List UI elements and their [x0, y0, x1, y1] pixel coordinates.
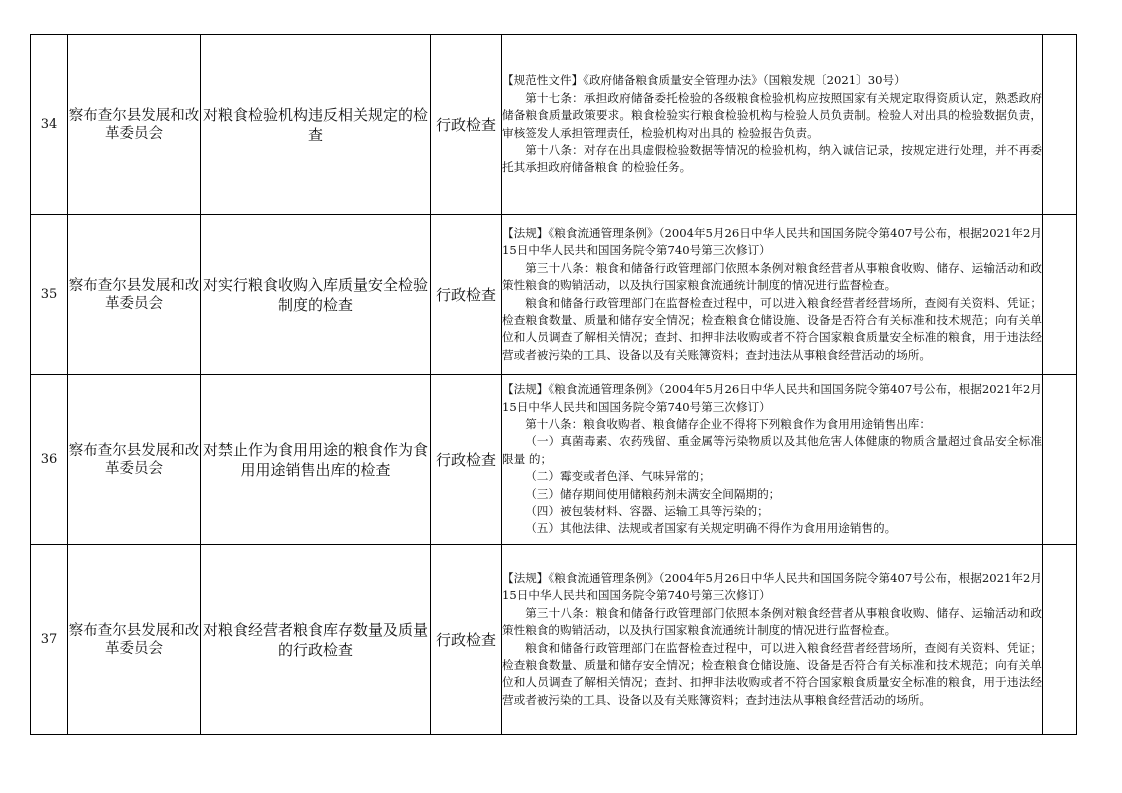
inspection-items-table [30, 34, 1077, 735]
empty-cell [1043, 35, 1077, 215]
legal-basis-cell [502, 35, 1043, 215]
basis-paragraph: 第三十八条：粮食和储备行政管理部门依照本条例对粮食经营者从事粮食收购、储存、运输活动和政策性粮食的购销活动，以及执行国家粮食流通统计制度的情况进行监督检查。 [502, 605, 1042, 638]
legal-basis-cell [502, 215, 1043, 375]
basis-paragraph: 【法规】《粮食流通管理条例》（2004年5月26日中华人民共和国国务院令第407号公布，根据2021年2月15日中华人民共和国国务院令第740号第三次修订） [502, 382, 1042, 414]
basis-paragraph: （三）储存期间使用储粮药剂未满安全间隔期的； [525, 486, 781, 501]
item-name-cell: 对实行粮食收购入库质量安全检验制度的检查 [201, 215, 431, 375]
department-cell: 察布查尔县发展和改革委员会 [68, 215, 201, 375]
department-cell: 察布查尔县发展和改革委员会 [68, 545, 201, 735]
row-number: 36 [31, 375, 68, 545]
category-cell: 行政检查 [431, 545, 502, 735]
basis-paragraph: 第十七条：承担政府储备委托检验的各级粮食检验机构应按照国家有关规定取得资质认定，熟悉政府储备粮食质量政策要求。粮食检验实行粮食检验机构与检验人员负责制。检验人对出具的检验数据负责，审核签发人承担管理责任，检验机构对出具的 检验报告负责。 [502, 90, 1042, 140]
basis-paragraph: 粮食和储备行政管理部门在监督检查过程中，可以进入粮食经营者经营场所，查阅有关资料、凭证；检查粮食数量、质量和储存安全情况；检查粮食仓储设施、设备是否符合有关标准和技术规范；向有关单位和人员调查了解相关情况；查封、扣押非法收购或者不符合国家粮食质量安全标准的粮食，用于违法经营或者被污染的工具、设备以及有关账簿资料；查封违法从事粮食经营活动的场所。 [502, 295, 1042, 362]
basis-paragraph: 第三十八条：粮食和储备行政管理部门依照本条例对粮食经营者从事粮食收购、储存、运输活动和政策性粮食的购销活动，以及执行国家粮食流通统计制度的情况进行监督检查。 [502, 260, 1042, 293]
category-cell: 行政检查 [431, 35, 502, 215]
table-row [31, 35, 1077, 215]
basis-paragraph: （二）霉变或者色泽、气味异常的； [525, 469, 711, 484]
item-name-cell: 对禁止作为食用用途的粮食作为食用用途销售出库的检查 [201, 375, 431, 545]
basis-paragraph: 【规范性文件】《政府储备粮食质量安全管理办法》（国粮发规〔2021〕30号） [502, 73, 906, 88]
table-row [31, 375, 1077, 545]
department-cell: 察布查尔县发展和改革委员会 [68, 35, 201, 215]
empty-cell [1043, 545, 1077, 735]
table-row [31, 215, 1077, 375]
empty-cell [1043, 375, 1077, 545]
legal-basis-cell [502, 375, 1043, 545]
basis-paragraph: 【法规】《粮食流通管理条例》（2004年5月26日中华人民共和国国务院令第407号公布，根据2021年2月15日中华人民共和国国务院令第740号第三次修订） [502, 225, 1042, 258]
basis-paragraph: （四）被包装材料、容器、运输工具等污染的； [525, 504, 769, 519]
legal-basis-cell [502, 545, 1043, 735]
table-row [31, 545, 1077, 735]
category-cell: 行政检查 [431, 375, 502, 545]
basis-paragraph: 【法规】《粮食流通管理条例》（2004年5月26日中华人民共和国国务院令第407号公布，根据2021年2月15日中华人民共和国国务院令第740号第三次修订） [502, 570, 1042, 603]
basis-paragraph: 第十八条：对存在出具虚假检验数据等情况的检验机构，纳入诚信记录，按规定进行处理，并不再委托其承担政府储备粮食 的检验任务。 [502, 142, 1042, 175]
basis-paragraph: （五）其他法律、法规或者国家有关规定明确不得作为食用用途销售的。 [525, 521, 897, 536]
row-number: 37 [31, 545, 68, 735]
item-name-cell: 对粮食经营者粮食库存数量及质量的行政检查 [201, 545, 431, 735]
department-cell: 察布查尔县发展和改革委员会 [68, 375, 201, 545]
row-number: 35 [31, 215, 68, 375]
category-cell: 行政检查 [431, 215, 502, 375]
basis-paragraph: 第十八条：粮食收购者、粮食储存企业不得将下列粮食作为食用用途销售出库： [525, 416, 931, 431]
empty-cell [1043, 215, 1077, 375]
basis-paragraph: 粮食和储备行政管理部门在监督检查过程中，可以进入粮食经营者经营场所，查阅有关资料、凭证；检查粮食数量、质量和储存安全情况；检查粮食仓储设施、设备是否符合有关标准和技术规范；向有关单位和人员调查了解相关情况；查封、扣押非法收购或者不符合国家粮食质量安全标准的粮食，用于违法经营或者被污染的工具、设备以及有关账簿资料；查封违法从事粮食经营活动的场所。 [502, 640, 1042, 707]
row-number: 34 [31, 35, 68, 215]
item-name-cell: 对粮食检验机构违反相关规定的检查 [201, 35, 431, 215]
basis-paragraph: （一）真菌毒素、农药残留、重金属等污染物质以及其他危害人体健康的物质含量超过食品安全标准限量 的； [502, 434, 1042, 466]
